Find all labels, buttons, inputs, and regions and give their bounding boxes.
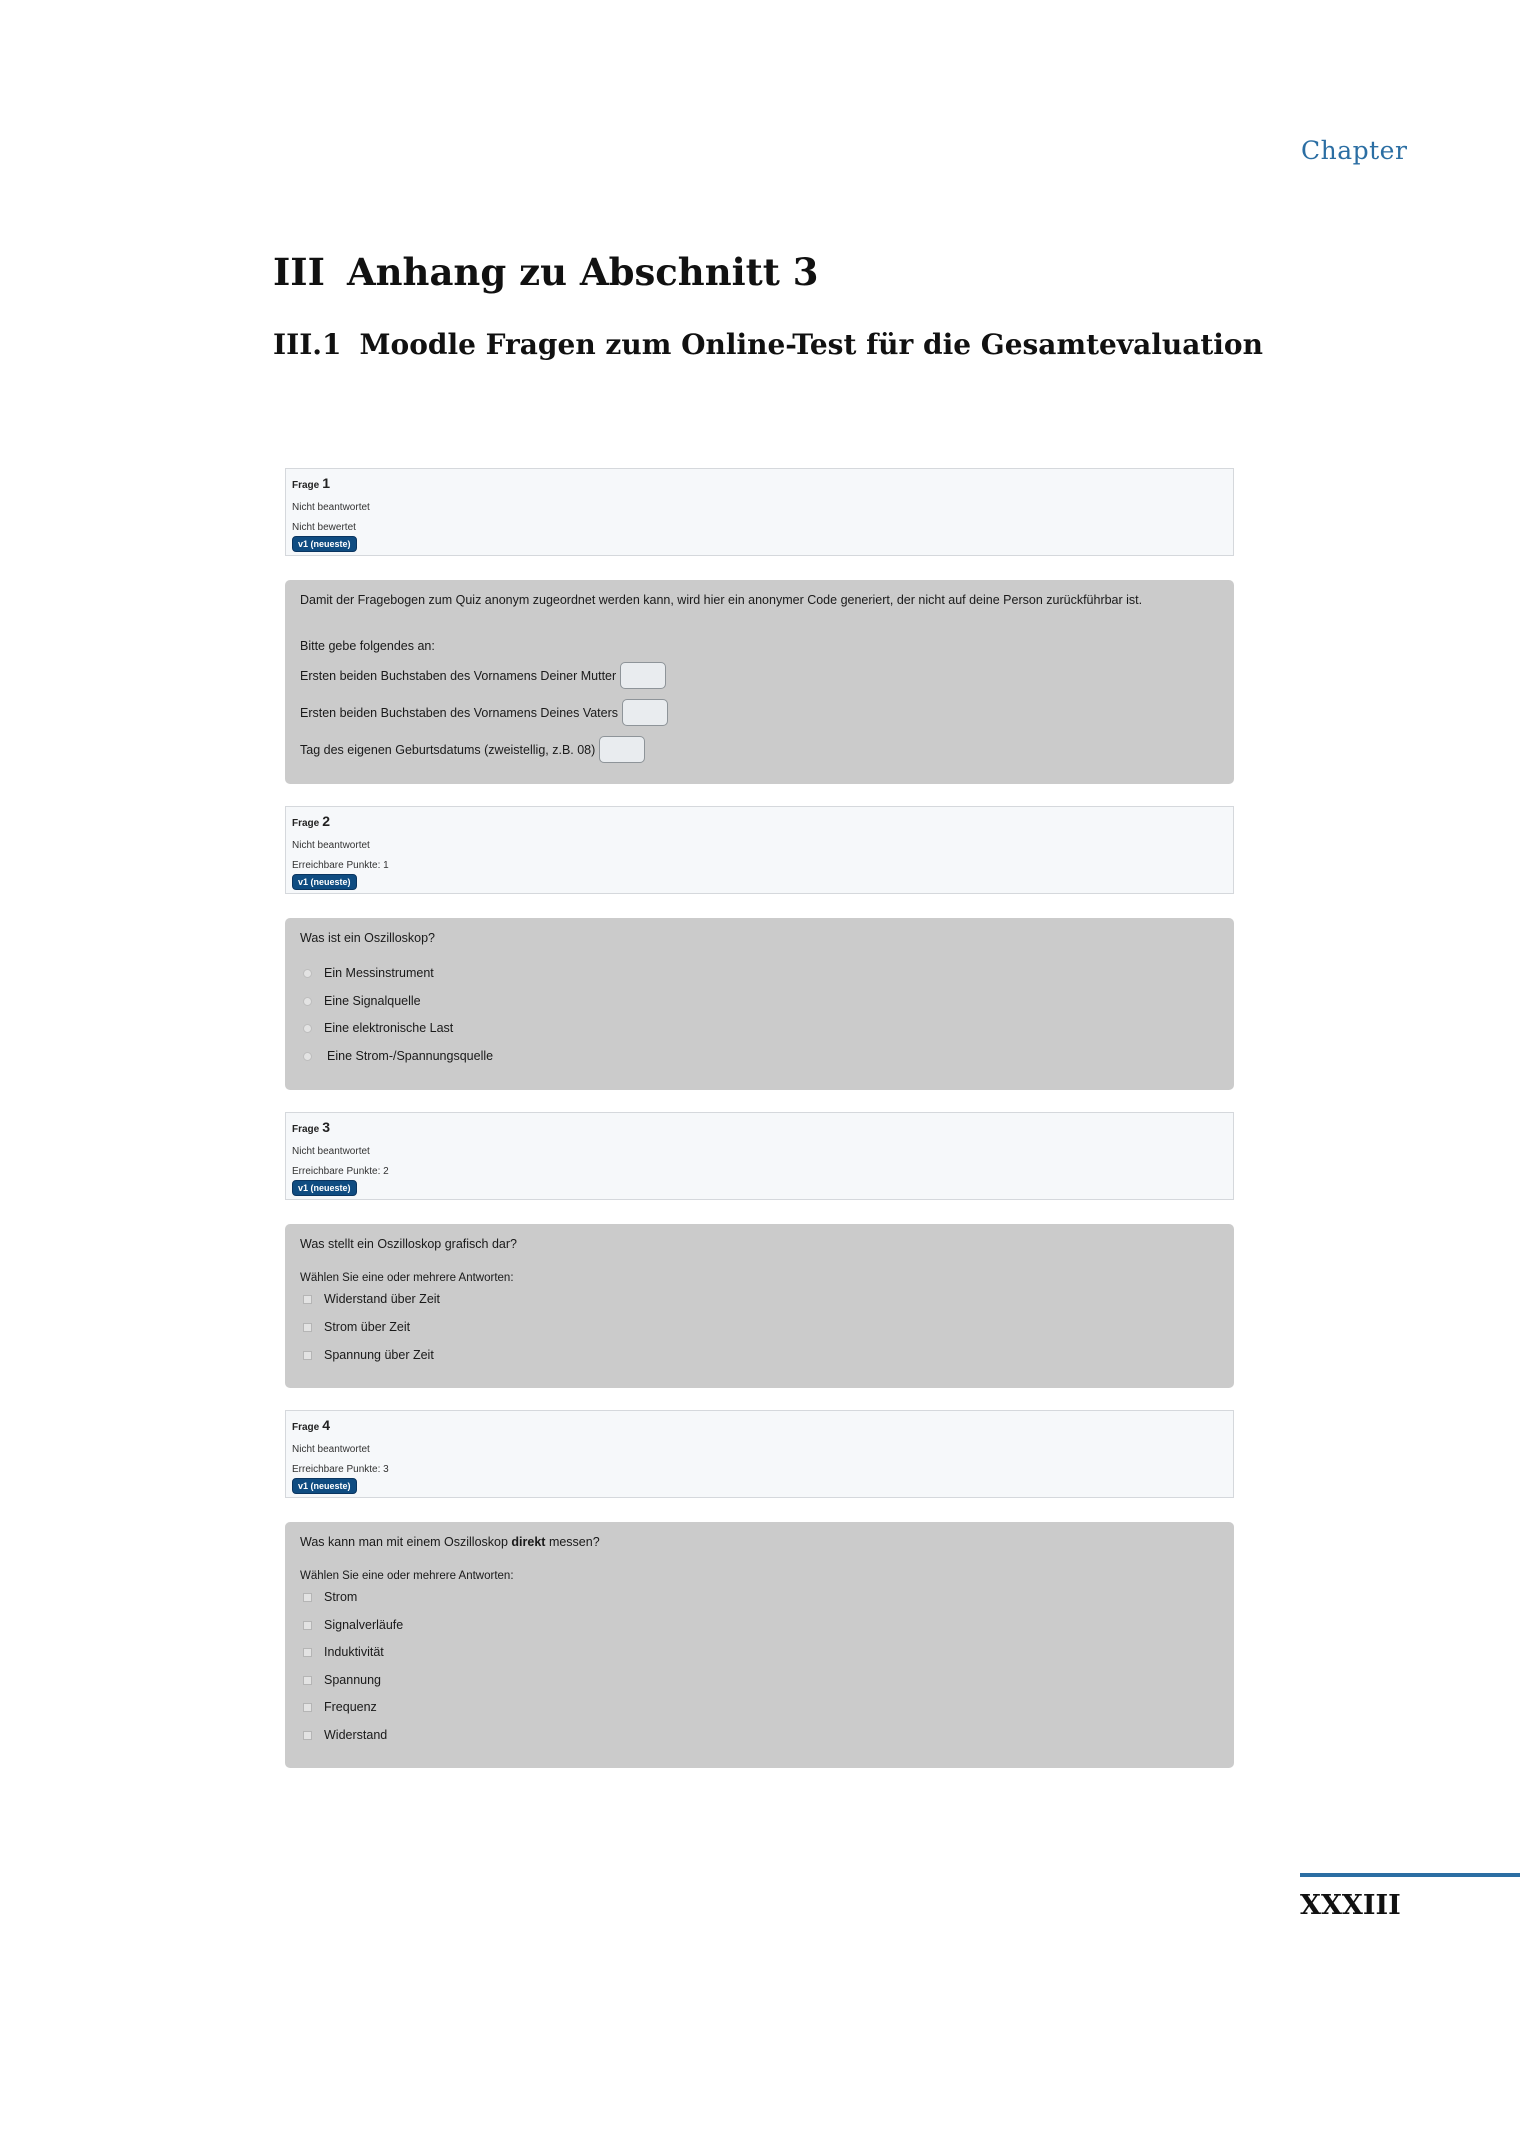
footer-rule — [1300, 1873, 1520, 1877]
question-label: Frage 4 — [292, 1417, 331, 1433]
radio-button[interactable] — [303, 969, 312, 978]
question-content-1 — [285, 580, 1234, 784]
section-title-text: Moodle Fragen zum Online-Test für die Gesamtevaluation — [359, 328, 1263, 361]
question-content-4 — [285, 1522, 1234, 1768]
birthday-input[interactable] — [599, 736, 645, 763]
question-points: Erreichbare Punkte: 1 — [292, 860, 389, 871]
question-label: Frage 2 — [292, 813, 331, 829]
version-badge: v1 (neueste) — [292, 874, 357, 890]
radio-button[interactable] — [303, 997, 312, 1006]
answer-option[interactable] — [303, 1728, 387, 1742]
answer-option[interactable] — [303, 1700, 377, 1714]
field-label: Ersten beiden Buchstaben des Vornamens Deines Vaters — [300, 705, 619, 720]
question-info-4 — [285, 1410, 1234, 1498]
question-points: Erreichbare Punkte: 3 — [292, 1464, 389, 1475]
question-instruction: Wählen Sie eine oder mehrere Antworten: — [300, 1570, 514, 1582]
version-badge: v1 (neueste) — [292, 536, 357, 552]
question-text: Was kann man mit einem Oszilloskop direkt messen? — [300, 1535, 600, 1549]
question-points: Erreichbare Punkte: 2 — [292, 1166, 389, 1177]
field-label: Tag des eigenen Geburtsdatums (zweistellig, z.B. 08) — [300, 742, 596, 757]
question-content-2 — [285, 918, 1234, 1090]
checkbox[interactable] — [303, 1295, 312, 1304]
option-label: Strom — [324, 1590, 358, 1604]
answer-option[interactable] — [303, 966, 434, 980]
option-label: Eine elektronische Last — [324, 1021, 454, 1035]
option-label: Widerstand über Zeit — [324, 1292, 441, 1306]
option-label: Strom über Zeit — [324, 1320, 411, 1334]
option-label: Spannung über Zeit — [324, 1348, 434, 1362]
question-text: Was ist ein Oszilloskop? — [300, 931, 435, 945]
section-title — [273, 328, 1263, 361]
question-label: Frage 3 — [292, 1119, 331, 1135]
checkbox[interactable] — [303, 1731, 312, 1740]
checkbox[interactable] — [303, 1676, 312, 1685]
chapter-number: III — [273, 250, 325, 294]
version-badge: v1 (neueste) — [292, 1180, 357, 1196]
answer-option[interactable] — [303, 1049, 493, 1063]
mother-initials-input[interactable] — [620, 662, 666, 689]
question-status: Nicht beantwortet — [292, 840, 370, 851]
radio-button[interactable] — [303, 1024, 312, 1033]
option-label: Eine Strom-/Spannungsquelle — [327, 1049, 494, 1063]
chapter-title-text: Anhang zu Abschnitt 3 — [346, 250, 819, 294]
answer-option[interactable] — [303, 1618, 403, 1632]
question-prompt: Bitte gebe folgendes an: — [300, 639, 435, 653]
option-label: Eine Signalquelle — [324, 994, 421, 1008]
question-intro: Damit der Fragebogen zum Quiz anonym zugeordnet werden kann, wird hier ein anonymer Code generiert, der nicht auf deine Person zurückführbar ist. — [300, 593, 1143, 607]
option-label: Widerstand — [324, 1728, 388, 1742]
answer-option[interactable] — [303, 1292, 440, 1306]
question-label: Frage 1 — [292, 475, 331, 491]
checkbox[interactable] — [303, 1323, 312, 1332]
question-info-1 — [285, 468, 1234, 556]
question-info-3 — [285, 1112, 1234, 1200]
answer-option[interactable] — [303, 1673, 381, 1687]
field-row-father — [300, 699, 668, 726]
option-label: Ein Messinstrument — [324, 966, 434, 980]
answer-option[interactable] — [303, 1590, 357, 1604]
checkbox[interactable] — [303, 1648, 312, 1657]
question-points: Nicht bewertet — [292, 522, 356, 533]
checkbox[interactable] — [303, 1703, 312, 1712]
question-number: 3 — [322, 1119, 331, 1135]
chapter-title — [273, 250, 818, 294]
field-row-birthday — [300, 736, 645, 763]
option-label: Spannung — [324, 1673, 382, 1687]
version-badge: v1 (neueste) — [292, 1478, 357, 1494]
option-label: Induktivität — [324, 1645, 384, 1659]
answer-option[interactable] — [303, 994, 421, 1008]
field-row-mother — [300, 662, 666, 689]
question-info-2 — [285, 806, 1234, 894]
checkbox[interactable] — [303, 1351, 312, 1360]
answer-option[interactable] — [303, 1021, 453, 1035]
answer-option[interactable] — [303, 1645, 384, 1659]
question-number: 2 — [322, 813, 331, 829]
section-number: III.1 — [273, 328, 342, 361]
answer-option[interactable] — [303, 1348, 434, 1362]
option-label: Frequenz — [324, 1700, 377, 1714]
option-label: Signalverläufe — [324, 1618, 404, 1632]
field-label: Ersten beiden Buchstaben des Vornamens Deiner Mutter — [300, 668, 617, 683]
radio-button[interactable] — [303, 1052, 312, 1061]
running-header: Chapter — [1301, 136, 1408, 165]
question-status: Nicht beantwortet — [292, 502, 370, 513]
question-number: 1 — [322, 475, 331, 491]
checkbox[interactable] — [303, 1593, 312, 1602]
question-content-3 — [285, 1224, 1234, 1388]
checkbox[interactable] — [303, 1621, 312, 1630]
question-status: Nicht beantwortet — [292, 1444, 370, 1455]
answer-option[interactable] — [303, 1320, 410, 1334]
question-text: Was stellt ein Oszilloskop grafisch dar? — [300, 1237, 517, 1251]
question-instruction: Wählen Sie eine oder mehrere Antworten: — [300, 1272, 514, 1284]
question-status: Nicht beantwortet — [292, 1146, 370, 1157]
page-number: XXXIII — [1300, 1890, 1401, 1921]
emphasis-text: direkt — [511, 1535, 546, 1549]
father-initials-input[interactable] — [622, 699, 668, 726]
question-number: 4 — [322, 1417, 331, 1433]
